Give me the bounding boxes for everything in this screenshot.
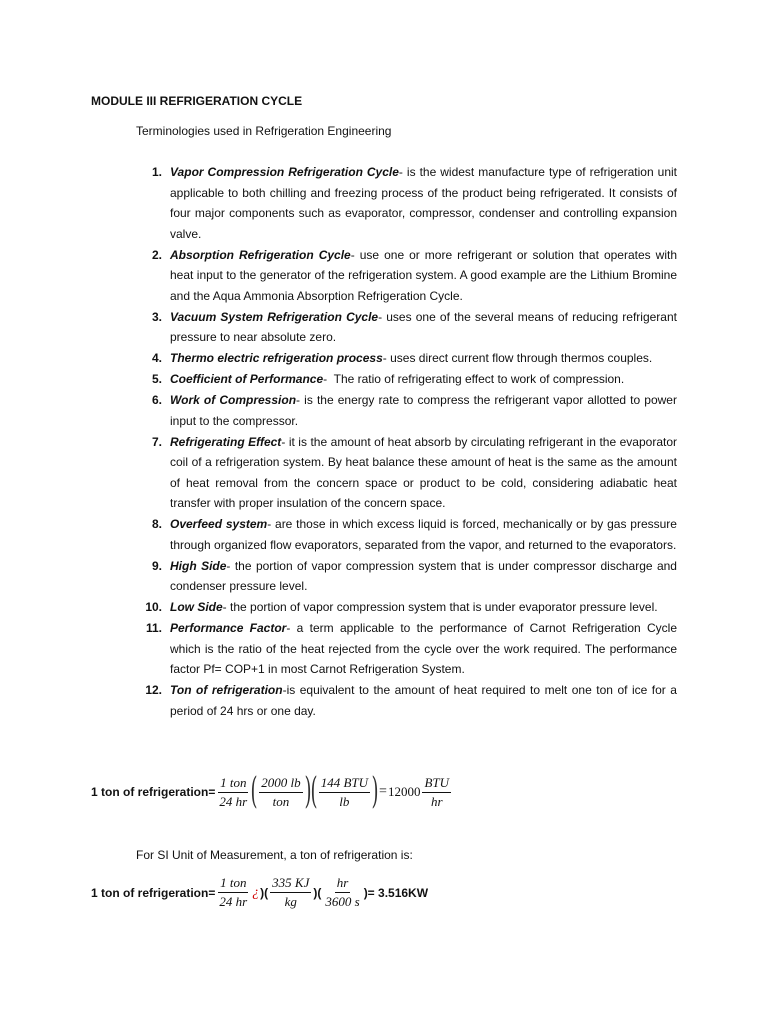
equals-sign: = <box>379 784 387 799</box>
result-value: 12000 <box>387 784 421 799</box>
module-title: MODULE III REFRIGERATION CYCLE <box>91 94 303 108</box>
fraction-btu-per-hr: $\frac{\text{BTU}}{hr}$ <box>424 774 450 809</box>
term-name: Coefficient of Performance <box>170 372 324 387</box>
list-number: 6. <box>151 393 162 408</box>
term-definition: The ratio of refrigerating effect to work of compression. <box>333 372 625 387</box>
paren-join: )( <box>313 885 322 900</box>
list-item <box>0 618 677 680</box>
list-number: 5. <box>151 372 162 387</box>
left-paren: ( <box>310 771 318 812</box>
term-definition: the portion of vapor compression system that is under evaporator pressure level. <box>230 600 658 615</box>
term-name: Overfeed system <box>170 517 268 532</box>
list-item <box>0 245 677 307</box>
term-name: Vacuum System Refrigeration Cycle <box>170 309 379 324</box>
term-definition: is the energy rate to compress the refrigerant vapor allotted to power input to the compressor. <box>170 393 677 428</box>
term-separator: - <box>398 165 407 179</box>
red-glyph: ¿ <box>252 884 260 900</box>
term-name: Performance Factor <box>170 621 287 636</box>
fraction-kj-per-kg: $\frac{335 KJ}{kg}$ <box>272 875 310 909</box>
term-definition: uses one of the several means of reducing refrigerant pressure to near absolute zero. <box>170 309 677 345</box>
term-name: Work of Compression <box>170 393 297 408</box>
list-number: 8. <box>151 517 162 532</box>
fraction-btu-per-lb: $\frac{\text{144 BTU}}{lb}$ <box>320 774 368 809</box>
term-definition: it is the amount of heat absorb by circulating refrigerant in the evaporator coil of a refrigeration system. By heat balance these amount of heat is the same as the amount of heat removal from the concern space or product to be cold, considering adiabatic heat transfer with proper insulation of the concern space. <box>170 434 677 511</box>
term-separator: - <box>378 309 387 324</box>
list-item <box>0 369 677 390</box>
term-definition: the portion of vapor compression system that is under compressor discharge and condenser pressure level. <box>170 558 677 594</box>
list-item <box>0 514 677 555</box>
section-subtitle: Terminologies used in Refrigeration Engineering <box>136 124 392 138</box>
term-separator: - <box>226 558 235 573</box>
term-definition: is the widest manufacture type of refrigeration unit applicable to both chilling and freezing process of the product being refrigerated. It consists of four major components such as evaporator, compressor, condenser and controlling expansion valve. <box>170 165 677 241</box>
ton-refrigeration-equation-english <box>91 771 453 812</box>
list-number: 1. <box>151 165 162 179</box>
term-separator: - <box>286 621 297 636</box>
list-item <box>0 597 677 618</box>
equation-lhs: 1 ton of refrigeration= <box>91 885 216 900</box>
term-definition: uses direct current flow through thermos couples. <box>390 351 653 366</box>
term-name: Thermo electric refrigeration process <box>170 351 383 366</box>
list-number: 9. <box>151 558 162 573</box>
list-number: 10. <box>145 600 162 615</box>
term-separator: - <box>281 434 289 449</box>
terminology-list <box>0 162 768 722</box>
term-definition: a term applicable to the performance of Carnot Refrigeration Cycle which is the ratio of the heat rejected from the cycle over the work required. The performance factor Pf= COP+1 in most Carnot Refrigeration System. <box>170 621 677 677</box>
list-item <box>0 432 677 514</box>
list-item <box>0 307 677 348</box>
equation-lhs: 1 ton of refrigeration= <box>91 785 216 799</box>
list-item <box>0 556 677 597</box>
list-number: 7. <box>151 434 162 449</box>
term-definition: are those in which excess liquid is forced, mechanically or by gas pressure through organized flow evaporators, separated from the vapor, and returned to the evaporators. <box>170 517 677 552</box>
list-number: 4. <box>151 351 162 366</box>
list-item <box>0 348 677 369</box>
fraction-ton-per-hr: $\frac{\text{1 ton}}{24 hr}$ <box>219 875 248 909</box>
fraction-ton-per-hr: $\frac{\text{1 ton}}{24 hr}$ <box>219 774 248 809</box>
ton-refrigeration-equation-si <box>91 876 428 909</box>
term-separator: - <box>323 372 334 387</box>
list-item <box>0 162 677 244</box>
term-separator: - <box>282 683 287 698</box>
list-number: 12. <box>145 683 162 698</box>
list-number: 2. <box>151 247 162 262</box>
term-name: Refrigerating Effect <box>170 434 282 449</box>
si-unit-label: For SI Unit of Measurement, a ton of refrigeration is: <box>136 848 413 862</box>
paren-join: )( <box>260 885 269 900</box>
right-paren: ) <box>371 771 379 812</box>
term-separator: - <box>222 600 231 615</box>
equation-result: )= 3.516KW <box>363 885 429 900</box>
term-definition: use one or more refrigerant or solution that operates with heat input to the generator of the refrigeration system. A good example are the Lithium Bromine and the Aqua Ammonia Absorption Refrigeration Cycle. <box>170 247 677 303</box>
term-name: Ton of refrigeration <box>170 683 283 698</box>
term-separator: - <box>382 351 391 366</box>
term-name: Low Side <box>170 600 223 615</box>
fraction-hr-per-s: $\frac{hr}{3600 s}$ <box>325 875 360 909</box>
term-name: High Side <box>170 558 227 573</box>
fraction-lb-per-ton: $\frac{2000 lb}{\text{ton}}$ <box>261 774 301 809</box>
list-number: 11. <box>145 621 162 636</box>
term-separator: - <box>267 517 276 532</box>
list-item <box>0 680 677 721</box>
left-paren: ( <box>250 771 258 812</box>
term-name: Vapor Compression Refrigeration Cycle <box>170 165 399 179</box>
term-separator: - <box>350 247 360 262</box>
term-name: Absorption Refrigeration Cycle <box>170 247 351 262</box>
term-definition: is equivalent to the amount of heat required to melt one ton of ice for a period of 24 hrs or one day. <box>170 683 677 718</box>
list-item <box>0 390 677 431</box>
right-paren: ) <box>304 771 312 812</box>
list-number: 3. <box>151 309 162 324</box>
term-separator: - <box>296 393 305 408</box>
